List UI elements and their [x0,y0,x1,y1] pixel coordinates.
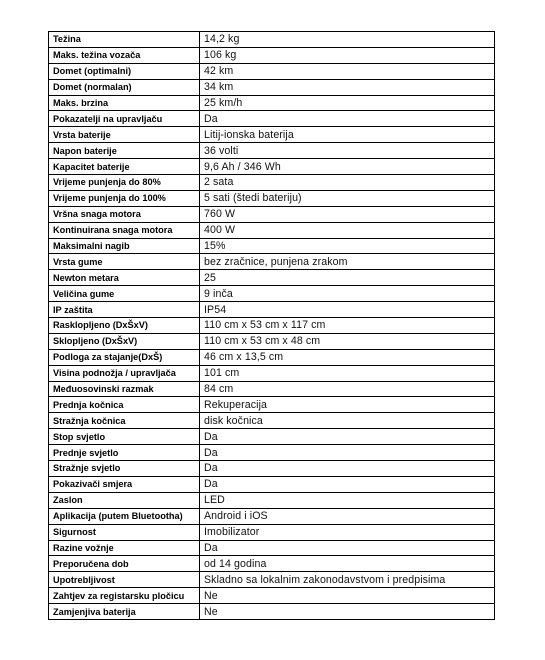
spec-label: Sigurnost [49,524,200,540]
spec-value: LED [200,492,495,508]
spec-label: Kontinuirana snaga motora [49,222,200,238]
table-row [49,556,495,572]
spec-value: Litij-ionska baterija [200,127,495,143]
spec-value: 36 volti [200,143,495,159]
spec-value: 25 [200,270,495,286]
spec-label: Zahtjev za registarsku pločicu [49,588,200,604]
spec-label: Visina podnožja / upravljača [49,365,200,381]
spec-label: Aplikacija (putem Bluetootha) [49,508,200,524]
spec-label: Težina [49,32,200,48]
table-row [49,302,495,318]
table-row [49,95,495,111]
spec-label: IP zaštita [49,302,200,318]
spec-label: Domet (normalan) [49,79,200,95]
spec-value: Imobilizator [200,524,495,540]
table-row [49,429,495,445]
table-row [49,381,495,397]
spec-label: Podloga za stajanje(DxŠ) [49,349,200,365]
spec-label: Zamjenjiva baterija [49,604,200,620]
spec-value: Rekuperacija [200,397,495,413]
spec-label: Prednja kočnica [49,397,200,413]
spec-table [48,31,495,620]
table-row [49,175,495,191]
spec-value: Ne [200,588,495,604]
spec-label: Stop svjetlo [49,429,200,445]
table-row [49,206,495,222]
spec-value: 760 W [200,206,495,222]
table-row [49,445,495,461]
table-row [49,540,495,556]
table-row [49,588,495,604]
table-row [49,365,495,381]
table-row [49,190,495,206]
table-row [49,32,495,48]
table-row [49,47,495,63]
table-row [49,238,495,254]
spec-value: Da [200,445,495,461]
spec-table-body [49,32,495,620]
spec-label: Rasklopljeno (DxŠxV) [49,318,200,334]
table-row [49,492,495,508]
spec-value: 106 kg [200,47,495,63]
spec-value: Da [200,476,495,492]
spec-label: Newton metara [49,270,200,286]
spec-label: Vršna snaga motora [49,206,200,222]
spec-value: IP54 [200,302,495,318]
spec-value: 5 sati (štedi bateriju) [200,190,495,206]
spec-label: Preporučena dob [49,556,200,572]
spec-label: Pokazatelji na upravljaču [49,111,200,127]
table-row [49,63,495,79]
table-row [49,111,495,127]
spec-label: Napon baterije [49,143,200,159]
spec-label: Prednje svjetlo [49,445,200,461]
spec-label: Domet (optimalni) [49,63,200,79]
spec-value: 14,2 kg [200,32,495,48]
spec-label: Pokazivači smjera [49,476,200,492]
spec-label: Stražnje svjetlo [49,461,200,477]
spec-label: Maks. težina vozača [49,47,200,63]
spec-label: Međuosovinski razmak [49,381,200,397]
table-row [49,286,495,302]
table-row [49,127,495,143]
spec-value: 2 sata [200,175,495,191]
spec-label: Vrsta baterije [49,127,200,143]
spec-value: 101 cm [200,365,495,381]
spec-label: Razine vožnje [49,540,200,556]
table-row [49,254,495,270]
table-row [49,397,495,413]
spec-value: Da [200,461,495,477]
spec-value: Da [200,111,495,127]
table-row [49,270,495,286]
table-row [49,159,495,175]
spec-value: 46 cm x 13,5 cm [200,349,495,365]
table-row [49,79,495,95]
table-row [49,572,495,588]
spec-value: Ne [200,604,495,620]
spec-value: 42 km [200,63,495,79]
spec-label: Maksimalni nagib [49,238,200,254]
spec-value: Da [200,540,495,556]
table-row [49,413,495,429]
spec-value: Android i iOS [200,508,495,524]
spec-value: bez zračnice, punjena zrakom [200,254,495,270]
spec-label: Zaslon [49,492,200,508]
spec-label: Veličina gume [49,286,200,302]
table-row [49,143,495,159]
table-row [49,604,495,620]
table-row [49,508,495,524]
spec-value: od 14 godina [200,556,495,572]
table-row [49,222,495,238]
table-row [49,476,495,492]
table-row [49,349,495,365]
spec-label: Maks. brzina [49,95,200,111]
spec-value: 110 cm x 53 cm x 48 cm [200,333,495,349]
spec-value: 15% [200,238,495,254]
spec-value: 400 W [200,222,495,238]
spec-value: 34 km [200,79,495,95]
spec-value: Da [200,429,495,445]
spec-label: Sklopljeno (DxŠxV) [49,333,200,349]
spec-label: Vrijeme punjenja do 80% [49,175,200,191]
spec-value: 9,6 Ah / 346 Wh [200,159,495,175]
spec-label: Kapacitet baterije [49,159,200,175]
spec-value: 84 cm [200,381,495,397]
spec-label: Upotrebljivost [49,572,200,588]
spec-label: Vrsta gume [49,254,200,270]
table-row [49,524,495,540]
spec-label: Vrijeme punjenja do 100% [49,190,200,206]
table-row [49,333,495,349]
spec-value: 9 inča [200,286,495,302]
spec-label: Stražnja kočnica [49,413,200,429]
spec-value: disk kočnica [200,413,495,429]
table-row [49,318,495,334]
spec-value: 110 cm x 53 cm x 117 cm [200,318,495,334]
spec-value: Skladno sa lokalnim zakonodavstvom i predpisima [200,572,495,588]
table-row [49,461,495,477]
spec-value: 25 km/h [200,95,495,111]
